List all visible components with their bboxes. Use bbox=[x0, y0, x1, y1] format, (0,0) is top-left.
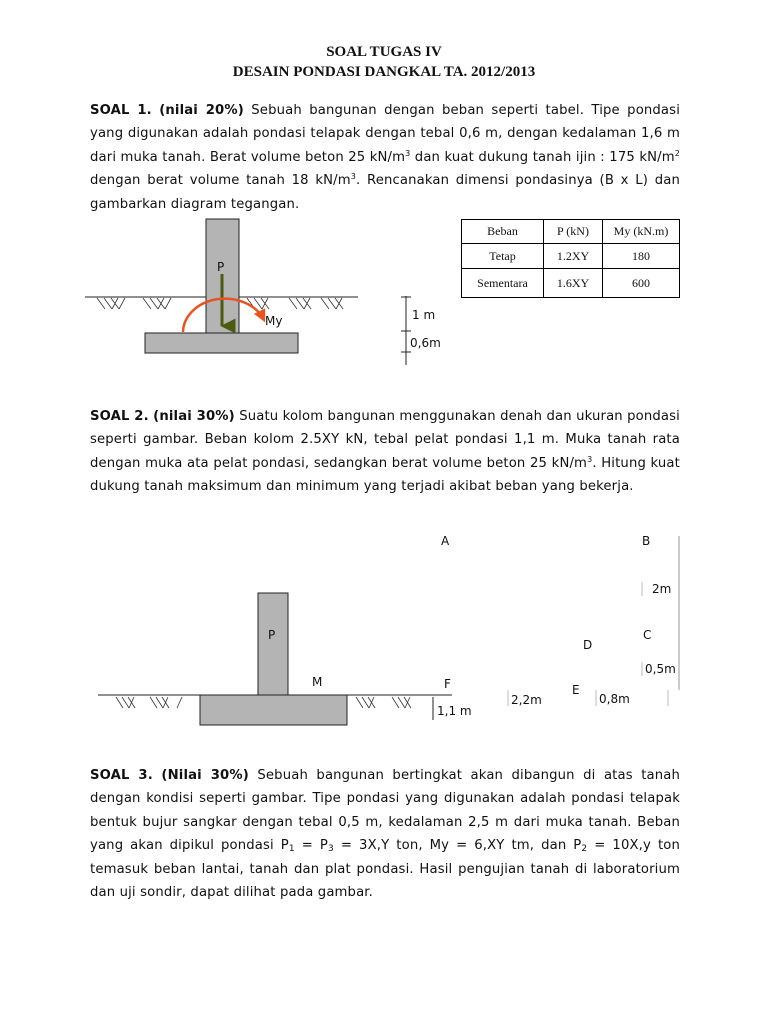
soal2-text-b: . Hitung kuat dukung tanah maksimum dan minimum yang terjadi akibat beban yang bekerja. bbox=[90, 455, 680, 495]
soal2-text-a: Suatu kolom bangunan menggunakan denah dan ukuran pondasi seperti gambar. Beban kolom 2.5XY kN, tebal pelat pondasi 1,1 m. Muka tanah rata dengan muka ata pelat pondasi, sedangkan berat volume beton 25 kN/m bbox=[90, 409, 680, 471]
soal3-nilai: (Nilai 30%) bbox=[161, 768, 249, 783]
soal3-sub-1: 1 bbox=[288, 844, 295, 855]
soal1-sup-b: 2 bbox=[674, 148, 680, 158]
plan-dim-08m: 0,8m bbox=[599, 692, 630, 706]
table-header-cell: Beban bbox=[462, 220, 544, 244]
soal1-text-b: dan kuat dukung tanah ijin : 175 kN/m bbox=[410, 149, 675, 165]
soal1-footing bbox=[145, 333, 298, 353]
plan-point-b: B bbox=[642, 534, 651, 548]
soal2-plan-diagram bbox=[441, 534, 679, 707]
plan-dim-22m: 2,2m bbox=[511, 693, 542, 707]
plan-point-c: C bbox=[643, 628, 652, 642]
soal2-footing bbox=[200, 695, 347, 725]
soal3-paragraph bbox=[90, 764, 680, 904]
soal3-sub-2: 2 bbox=[581, 844, 588, 855]
soal1-text-a: Sebuah bangunan dengan beban seperti tabel. Tipe pondasi yang digunakan adalah pondasi telapak dengan tebal 0,6 m, dengan kedalaman 1,6 m dari muka tanah. Berat volume beton 25 kN/m bbox=[90, 103, 681, 165]
table-cell: 1.6XY bbox=[544, 269, 603, 298]
soal2-paragraph bbox=[90, 405, 680, 499]
table-header-cell: My (kN.m) bbox=[603, 220, 680, 244]
soal2-foundation-diagram bbox=[98, 593, 472, 725]
soal1-label: SOAL 1. bbox=[90, 103, 152, 118]
soal1-sup-a: 3 bbox=[405, 148, 411, 158]
plan-dim-05m: 0,5m bbox=[645, 662, 676, 676]
table-cell: Sementara bbox=[462, 269, 544, 298]
soal2-point-f: F bbox=[444, 677, 451, 691]
soal1-moment-label: My bbox=[265, 314, 283, 328]
soal1-sup-c: 3 bbox=[350, 172, 356, 182]
table-cell: 1.2XY bbox=[544, 244, 603, 269]
soal2-nilai: (nilai 30%) bbox=[153, 409, 235, 424]
plan-dim-2m: 2m bbox=[652, 582, 672, 596]
soal1-text-c: dengan berat volume tanah 18 kN/m bbox=[90, 173, 351, 189]
soal2-label: SOAL 2. bbox=[90, 409, 149, 424]
soal3-text-b: = P bbox=[294, 838, 329, 854]
soal3-text-c: = 3X,Y ton, My = 6,XY tm, dan P bbox=[333, 838, 582, 854]
soal1-nilai: (nilai 20%) bbox=[159, 103, 244, 118]
soal2-column bbox=[258, 593, 288, 695]
soal2-load-label: P bbox=[268, 628, 276, 642]
soal2-sup-a: 3 bbox=[587, 454, 593, 464]
soal2-dim-thickness: 1,1 m bbox=[437, 704, 472, 718]
table-cell: 180 bbox=[603, 244, 680, 269]
soal3-text-a: Sebuah bangunan bertingkat akan dibangun di atas tanah dengan kondisi seperti gambar. Tipe pondasi yang digunakan adalah pondasi telapak bentuk bujur sangkar dengan tebal 0,5 m, kedalaman 2,5 m dari muka tanah. Beban yang akan dipikul pondasi P bbox=[90, 768, 681, 854]
soal1-text-d: . Rencanakan dimensi pondasinya (B x L) dan gambarkan diagram tegangan. bbox=[90, 173, 680, 212]
soal2-moment-label: M bbox=[312, 675, 323, 689]
plan-point-d: D bbox=[583, 638, 593, 652]
soal1-dim-bottom: 0,6m bbox=[410, 336, 441, 350]
document-title-line2: DESAIN PONDASI DANGKAL TA. 2012/2013 bbox=[232, 64, 536, 80]
soal1-dim-top: 1 m bbox=[412, 308, 436, 322]
soal3-label: SOAL 3. bbox=[90, 768, 153, 783]
soal3-sub-3: 3 bbox=[328, 844, 334, 855]
table-header-cell: P (kN) bbox=[544, 220, 603, 244]
table-cell: 600 bbox=[603, 269, 680, 298]
document-title-line1: SOAL TUGAS IV bbox=[326, 44, 442, 60]
soal3-text-d: = 10X,y ton temasuk beban lantai, tanah dan plat pondasi. Hasil pengujian tanah di laboratorium dan uji sondir, dapat dilihat pada gambar. bbox=[90, 838, 680, 901]
plan-point-e: E bbox=[572, 683, 580, 697]
table-cell: Tetap bbox=[462, 244, 544, 269]
soal1-load-label: P bbox=[217, 260, 225, 274]
soal1-foundation-diagram bbox=[85, 219, 441, 365]
plan-point-a: A bbox=[441, 534, 450, 548]
